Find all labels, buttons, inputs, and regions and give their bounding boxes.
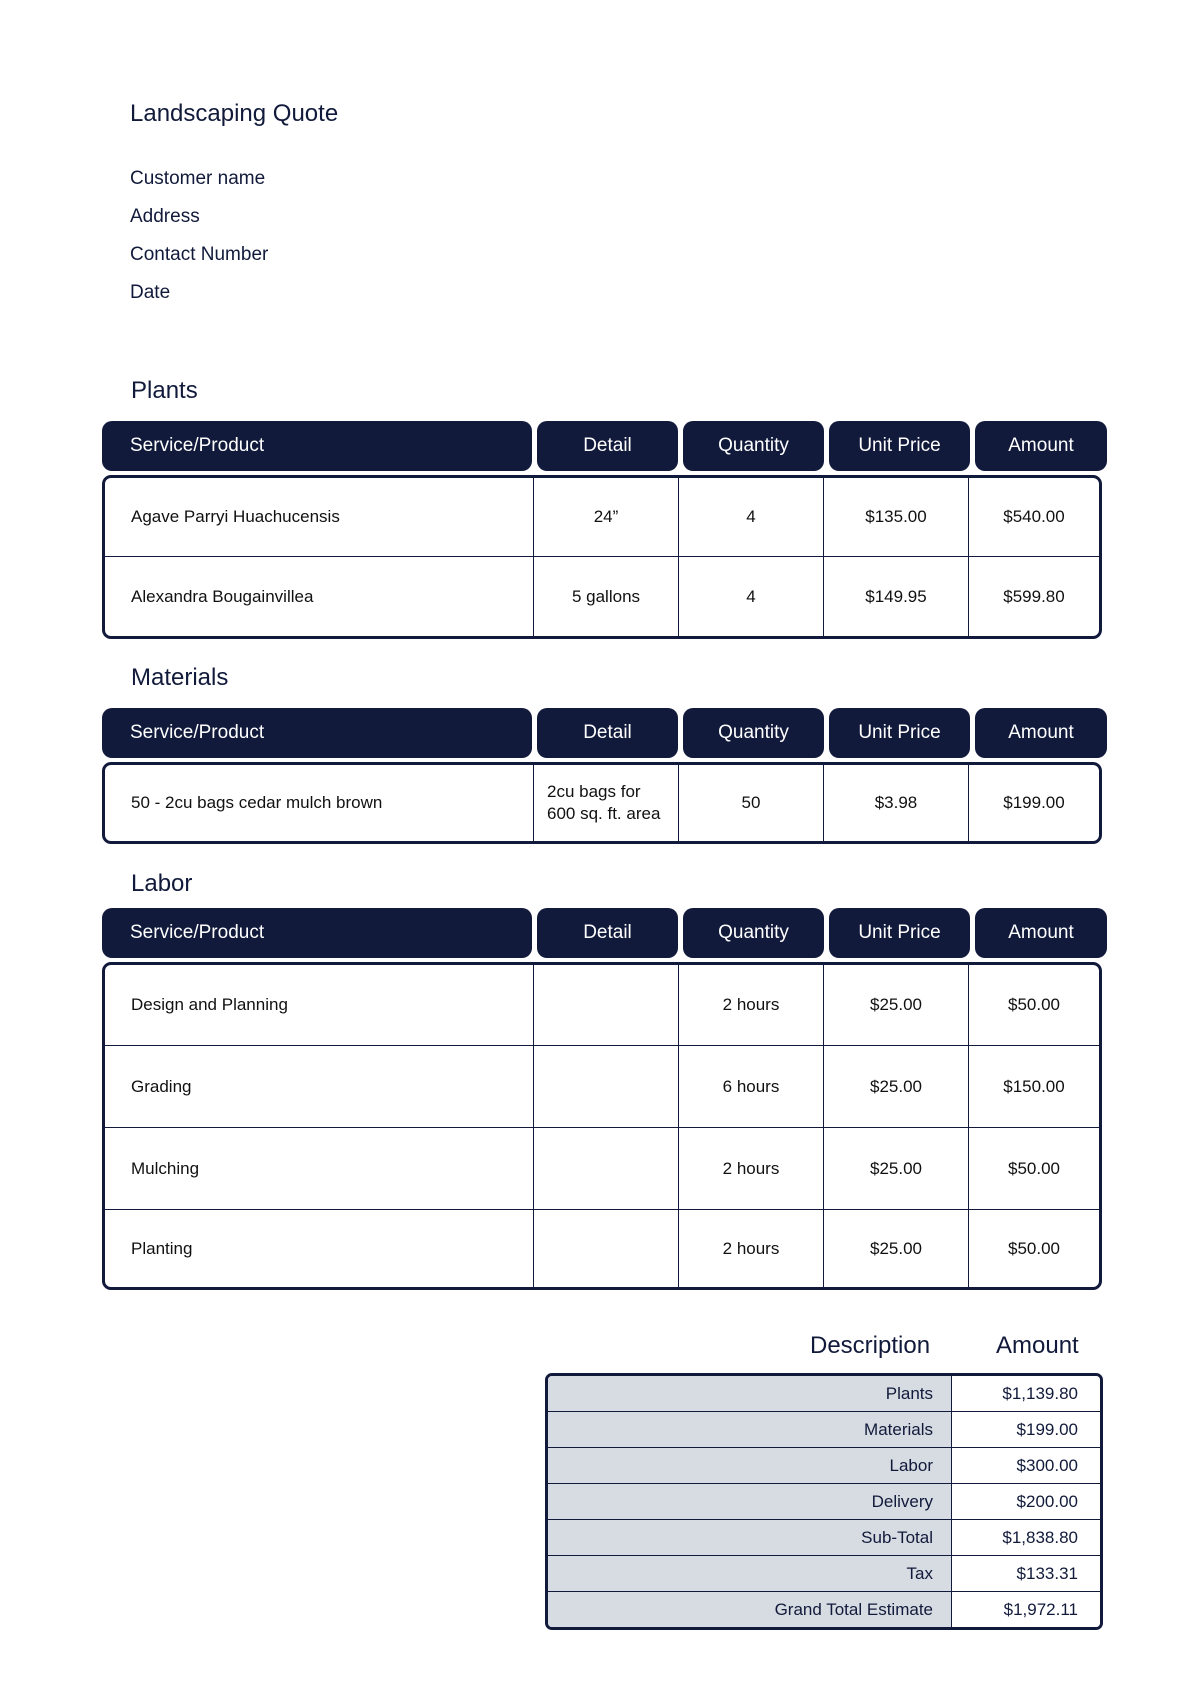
column-header-detail: Detail (537, 421, 678, 471)
summary-amount: $200.00 (952, 1484, 1100, 1519)
cell-unit-price: $3.98 (823, 765, 968, 841)
summary-row-grand-total (548, 1591, 1100, 1627)
section-title-materials: Materials (131, 664, 229, 691)
table-row (105, 965, 1099, 1045)
summary-amount: $133.31 (952, 1556, 1100, 1591)
cell-unit-price: $25.00 (823, 1128, 968, 1209)
cell-quantity: 2 hours (678, 1128, 823, 1209)
cell-detail (533, 765, 678, 841)
summary-label: Grand Total Estimate (548, 1592, 952, 1627)
table-row (105, 765, 1099, 841)
table-row (105, 1045, 1099, 1127)
summary-row (548, 1376, 1100, 1411)
cell-item: Grading (131, 1076, 192, 1096)
labor-table (102, 962, 1102, 1290)
date-label: Date (130, 282, 171, 303)
cell-amount: $199.00 (968, 765, 1099, 841)
cell-item: 50 - 2cu bags cedar mulch brown (131, 793, 383, 812)
summary-amount-header: Amount (996, 1332, 1079, 1359)
cell-amount: $50.00 (968, 1128, 1099, 1209)
summary-label: Plants (548, 1376, 952, 1411)
cell-item: Design and Planning (131, 995, 288, 1014)
column-header-quantity: Quantity (683, 708, 824, 758)
cell-quantity: 4 (678, 557, 823, 636)
cell-quantity: 2 hours (678, 965, 823, 1045)
column-header-amount: Amount (975, 421, 1107, 471)
summary-label: Tax (548, 1556, 952, 1591)
cell-detail (533, 1210, 678, 1287)
section-title-plants: Plants (131, 377, 198, 404)
cell-detail (533, 1128, 678, 1209)
cell-unit-price: $25.00 (823, 965, 968, 1045)
detail-text: 2cu bags for 600 sq. ft. area (547, 782, 661, 823)
summary-row (548, 1519, 1100, 1555)
summary-table (545, 1373, 1103, 1630)
customer-name-label: Customer name (130, 168, 266, 189)
summary-amount: $199.00 (952, 1412, 1100, 1447)
cell-item: Agave Parryi Huachucensis (131, 507, 340, 526)
column-header-service-product: Service/Product (102, 421, 532, 471)
cell-quantity: 4 (678, 478, 823, 556)
cell-quantity: 50 (678, 765, 823, 841)
cell-unit-price: $25.00 (823, 1046, 968, 1127)
cell-detail (533, 965, 678, 1045)
cell-detail: 5 gallons (533, 557, 678, 636)
summary-label: Labor (548, 1448, 952, 1483)
plants-table (102, 475, 1102, 639)
column-header-detail: Detail (537, 908, 678, 958)
contact-number-label: Contact Number (130, 244, 269, 265)
column-header-amount: Amount (975, 908, 1107, 958)
summary-label: Materials (548, 1412, 952, 1447)
cell-unit-price: $25.00 (823, 1210, 968, 1287)
cell-amount: $50.00 (968, 1210, 1099, 1287)
summary-amount: $1,838.80 (952, 1520, 1100, 1555)
address-label: Address (130, 206, 200, 227)
column-header-service-product: Service/Product (102, 708, 532, 758)
summary-row (548, 1447, 1100, 1483)
cell-quantity: 6 hours (678, 1046, 823, 1127)
table-row (105, 478, 1099, 556)
table-row (105, 1209, 1099, 1287)
summary-label: Delivery (548, 1484, 952, 1519)
summary-row (548, 1483, 1100, 1519)
materials-table (102, 762, 1102, 844)
column-header-unit-price: Unit Price (829, 421, 970, 471)
summary-row (548, 1411, 1100, 1447)
cell-amount: $150.00 (968, 1046, 1099, 1127)
document-title: Landscaping Quote (130, 100, 339, 127)
cell-item: Mulching (131, 1158, 200, 1178)
summary-description-header: Description (810, 1332, 931, 1359)
cell-amount: $50.00 (968, 965, 1099, 1045)
summary-amount: $1,972.11 (952, 1592, 1100, 1627)
summary-amount: $300.00 (952, 1448, 1100, 1483)
column-header-quantity: Quantity (683, 908, 824, 958)
cell-unit-price: $135.00 (823, 478, 968, 556)
table-row (105, 1127, 1099, 1209)
cell-item: Alexandra Bougainvillea (131, 586, 314, 606)
column-header-unit-price: Unit Price (829, 908, 970, 958)
column-header-service-product: Service/Product (102, 908, 532, 958)
column-header-amount: Amount (975, 708, 1107, 758)
section-title-labor: Labor (131, 870, 193, 897)
cell-item: Planting (131, 1238, 193, 1258)
cell-quantity: 2 hours (678, 1210, 823, 1287)
table-row (105, 556, 1099, 636)
summary-label: Sub-Total (548, 1520, 952, 1555)
column-header-detail: Detail (537, 708, 678, 758)
summary-amount: $1,139.80 (952, 1376, 1100, 1411)
column-header-unit-price: Unit Price (829, 708, 970, 758)
column-header-quantity: Quantity (683, 421, 824, 471)
cell-detail (533, 1046, 678, 1127)
summary-row (548, 1555, 1100, 1591)
cell-unit-price: $149.95 (823, 557, 968, 636)
cell-amount: $540.00 (968, 478, 1099, 556)
cell-detail: 24” (533, 478, 678, 556)
cell-amount: $599.80 (968, 557, 1099, 636)
